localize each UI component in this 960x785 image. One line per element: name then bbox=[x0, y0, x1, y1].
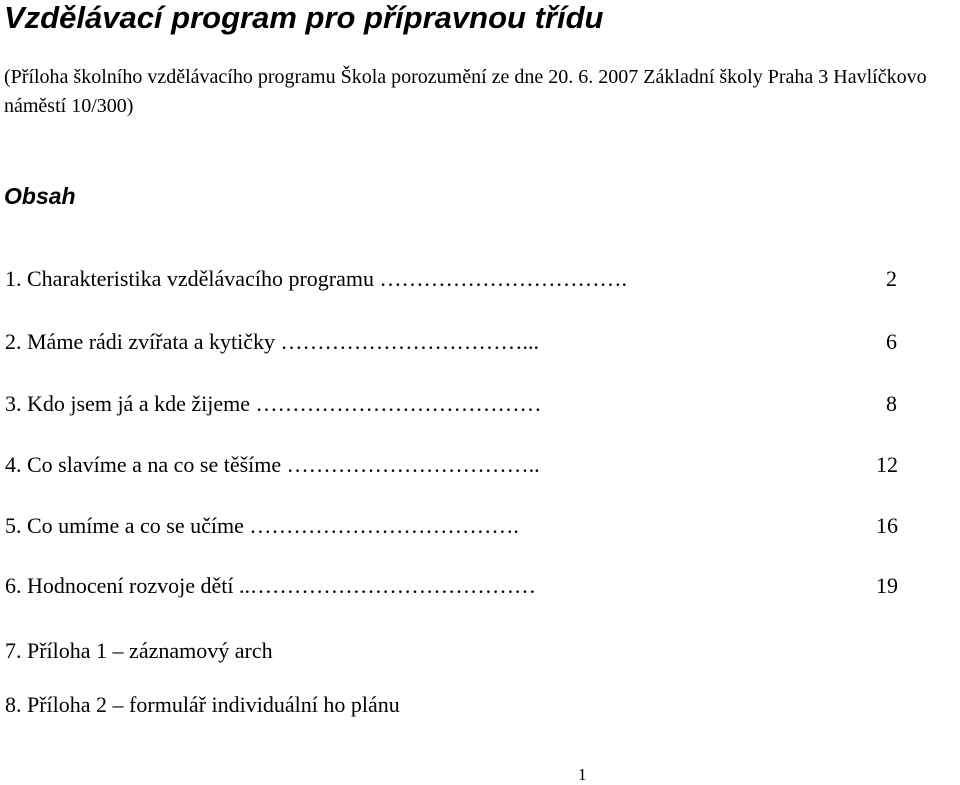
toc-entry-4: 4. Co slavíme a na co se těšíme …………………………….. bbox=[5, 452, 540, 477]
document-subtitle: (Příloha školního vzdělávacího programu Škola porozumění ze dne 20. 6. 2007 Základní školy Praha 3 Havlíčkovo náměstí 10/300) bbox=[4, 66, 927, 117]
contents-heading: Obsah bbox=[4, 183, 76, 209]
toc-entry-7: 7. Příloha 1 – záznamový arch bbox=[5, 638, 273, 663]
document-title: Vzdělávací program pro přípravnou třídu bbox=[4, 0, 604, 35]
toc-entry-5: 5. Co umíme a co se učíme ………………………………. bbox=[5, 513, 519, 538]
toc-page-6: 19 bbox=[876, 573, 898, 598]
toc-entry-6: 6. Hodnocení rozvoje dětí ..………………………………… bbox=[5, 573, 536, 598]
toc-page-3: 8 bbox=[886, 391, 897, 416]
toc-page-5: 16 bbox=[876, 513, 898, 538]
toc-page-1: 2 bbox=[886, 266, 897, 291]
toc-entry-1: 1. Charakteristika vzdělávacího programu ……………………………. bbox=[5, 266, 627, 291]
toc-entry-2: 2. Máme rádi zvířata a kytičky ……………………………... bbox=[5, 329, 540, 354]
toc-entry-3: 3. Kdo jsem já a kde žijeme ………………………………… bbox=[5, 391, 542, 416]
toc-entry-8: 8. Příloha 2 – formulář individuální ho plánu bbox=[5, 692, 400, 717]
toc-page-2: 6 bbox=[886, 329, 897, 354]
page-number: 1 bbox=[578, 765, 587, 784]
toc-page-4: 12 bbox=[876, 452, 898, 477]
